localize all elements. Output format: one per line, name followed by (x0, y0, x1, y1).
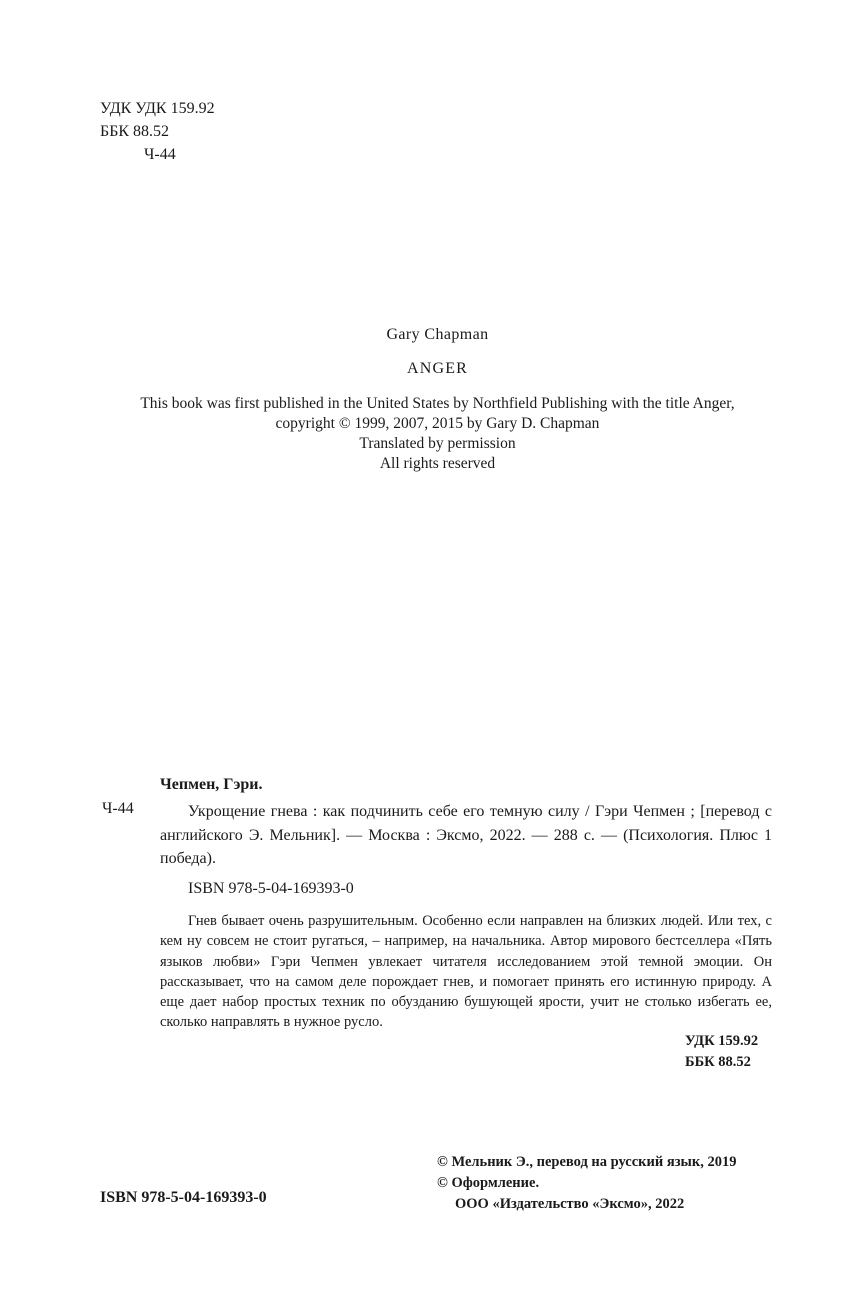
copyright-block (437, 1152, 736, 1215)
original-author: Gary Chapman (386, 326, 489, 343)
bib-author-mark: Ч-44 (102, 800, 134, 817)
isbn-bottom: ISBN 978-5-04-169393-0 (100, 1189, 267, 1206)
rights-line: copyright © 1999, 2007, 2015 by Gary D. Chapman (275, 415, 600, 432)
copyright-design: © Оформление. (437, 1175, 540, 1191)
classification-block (100, 97, 215, 166)
rights-line: This book was first published in the United States by Northfield Publishing with the title Anger, (140, 395, 735, 412)
copyright-publisher: ООО «Издательство «Эксмо», 2022 (455, 1196, 685, 1212)
bbk-code-right: ББК 88.52 (685, 1054, 751, 1070)
rights-line: All rights reserved (379, 455, 496, 472)
udk-code: УДК УДК 159.92 (100, 100, 215, 117)
author-mark: Ч-44 (144, 146, 176, 163)
annotation: Гнев бывает очень разрушительным. Особенно если направлен на близких людей. Или тех, с кем ну совсем не стоит ругаться, – например, на начальника. Автор мирового бестселлера «Пять языков любви» Гэри Чепмен увлекает читателя исследованием этой темной эмоции. Он рассказывает, что на самом деле порождает гнев, и помогает принять его истинную природу. А еще дает набор простых техник по обузданию бушующей ярости, учит не столько избегать ее, сколько направлять в нужное русло. (160, 913, 772, 1031)
classification-codes-right (560, 1031, 771, 1073)
udk-code-right: УДК 159.92 (685, 1033, 759, 1049)
copyright-translation: © Мельник Э., перевод на русский язык, 2019 (437, 1154, 737, 1170)
bbk-code: ББК 88.52 (100, 123, 170, 140)
rights-notice (60, 394, 815, 474)
rights-line: Translated by permission (359, 435, 516, 452)
bib-author: Чепмен, Гэри. (160, 776, 263, 793)
bib-isbn: ISBN 978-5-04-169393-0 (188, 880, 354, 897)
bib-description: Укрощение гнева : как подчинить себе его темную силу / Гэри Чепмен ; [перевод с английского Э. Мельник]. — Москва : Эксмо, 2022. — 288 с. — (Психология. Плюс 1 победа). (160, 803, 772, 867)
original-title: ANGER (406, 360, 469, 377)
